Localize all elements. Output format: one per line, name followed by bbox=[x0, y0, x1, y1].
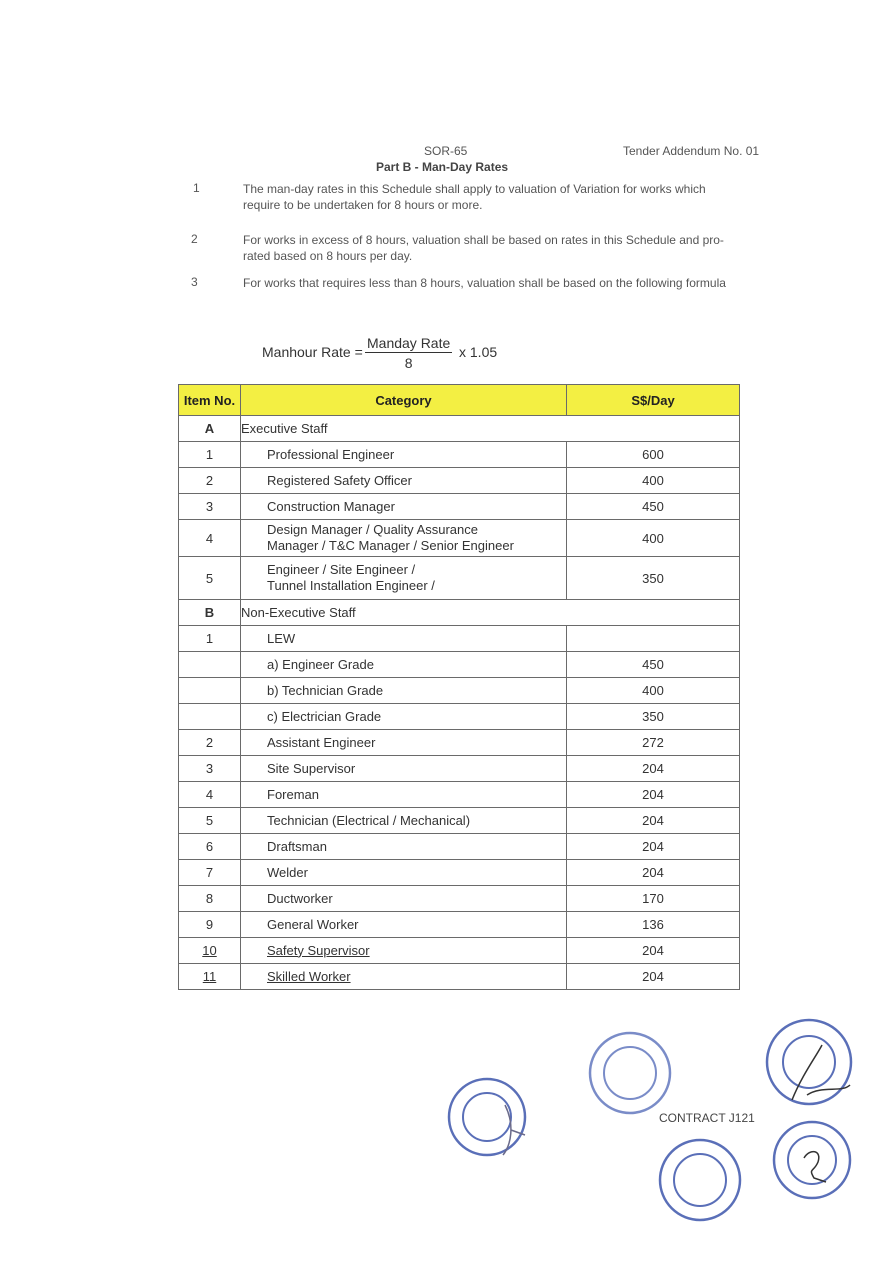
bnl-engineering-seal bbox=[445, 1075, 535, 1165]
item-no: 9 bbox=[179, 912, 241, 938]
category-cell: Assistant Engineer bbox=[241, 730, 567, 756]
item-no: 5 bbox=[179, 808, 241, 834]
rate-cell bbox=[567, 626, 740, 652]
rate-cell: 204 bbox=[567, 860, 740, 886]
rate-cell: 204 bbox=[567, 964, 740, 990]
item-no: 7 bbox=[179, 860, 241, 886]
table-header-row bbox=[179, 385, 740, 416]
rate-cell: 400 bbox=[567, 468, 740, 494]
rate-cell: 204 bbox=[567, 834, 740, 860]
item-no bbox=[179, 704, 241, 730]
section-row bbox=[179, 416, 740, 442]
item-no: 2 bbox=[179, 730, 241, 756]
formula-denominator: 8 bbox=[404, 355, 413, 371]
table-row bbox=[179, 756, 740, 782]
clause-text: For works in excess of 8 hours, valuation shall be based on rates in this Schedule and pro-rated based on 8 hours per day. bbox=[243, 233, 724, 263]
section-row bbox=[179, 600, 740, 626]
section-title: Executive Staff bbox=[241, 416, 740, 442]
formula-numerator: Manday Rate bbox=[367, 335, 451, 351]
category-cell: Registered Safety Officer bbox=[241, 468, 567, 494]
category-cell: Safety Supervisor bbox=[241, 938, 567, 964]
item-no: 3 bbox=[179, 756, 241, 782]
lotte-construction-seal bbox=[770, 1118, 855, 1203]
rate-cell: 204 bbox=[567, 756, 740, 782]
rate-cell: 170 bbox=[567, 886, 740, 912]
table-row bbox=[179, 494, 740, 520]
item-no: 6 bbox=[179, 834, 241, 860]
table-row bbox=[179, 704, 740, 730]
item-no: 10 bbox=[179, 938, 241, 964]
section-letter: A bbox=[179, 416, 241, 442]
rate-cell: 204 bbox=[567, 938, 740, 964]
item-no bbox=[179, 652, 241, 678]
table-row bbox=[179, 964, 740, 990]
category-cell: Foreman bbox=[241, 782, 567, 808]
lotte-construction-seal bbox=[655, 1135, 745, 1225]
rate-cell: 272 bbox=[567, 730, 740, 756]
category-cell: c) Electrician Grade bbox=[241, 704, 567, 730]
category-cell: Design Manager / Quality Assurance Manager / T&C Manager / Senior Engineer bbox=[241, 520, 567, 557]
table-row bbox=[179, 626, 740, 652]
bnl-engineering-seal bbox=[585, 1028, 675, 1118]
rate-cell: 400 bbox=[567, 520, 740, 557]
table-row bbox=[179, 834, 740, 860]
contract-label: CONTRACT J121 bbox=[659, 1111, 755, 1125]
addendum-label: Tender Addendum No. 01 bbox=[623, 144, 760, 158]
section-letter: B bbox=[179, 600, 241, 626]
page-title: Part B - Man-Day Rates bbox=[376, 160, 509, 174]
rate-cell: 600 bbox=[567, 442, 740, 468]
table-row bbox=[179, 520, 740, 557]
table-row bbox=[179, 557, 740, 600]
header-item-no: Item No. bbox=[179, 385, 241, 416]
table-row bbox=[179, 912, 740, 938]
item-no: 5 bbox=[179, 557, 241, 600]
item-no: 11 bbox=[179, 964, 241, 990]
item-no: 1 bbox=[179, 626, 241, 652]
item-no: 4 bbox=[179, 520, 241, 557]
category-cell: General Worker bbox=[241, 912, 567, 938]
item-no bbox=[179, 678, 241, 704]
formula-multiplier: x 1.05 bbox=[459, 344, 498, 360]
section-title: Non-Executive Staff bbox=[241, 600, 740, 626]
rate-cell: 204 bbox=[567, 808, 740, 834]
formula-lhs: Manhour Rate = bbox=[262, 344, 363, 360]
bnl-engineering-seal bbox=[762, 1015, 857, 1110]
clause-number: 2 bbox=[191, 232, 198, 246]
clause-number: 3 bbox=[191, 275, 198, 289]
table-row bbox=[179, 652, 740, 678]
rate-cell: 350 bbox=[567, 557, 740, 600]
clause-number: 1 bbox=[193, 181, 200, 195]
formula-fraction bbox=[365, 335, 452, 371]
category-cell: Technician (Electrical / Mechanical) bbox=[241, 808, 567, 834]
category-cell: a) Engineer Grade bbox=[241, 652, 567, 678]
header-rate: S$/Day bbox=[567, 385, 740, 416]
table-row bbox=[179, 678, 740, 704]
rate-cell: 450 bbox=[567, 494, 740, 520]
item-no: 2 bbox=[179, 468, 241, 494]
document-code: SOR-65 bbox=[424, 144, 468, 158]
man-day-rates-table bbox=[178, 384, 740, 990]
category-cell: Construction Manager bbox=[241, 494, 567, 520]
table-row bbox=[179, 860, 740, 886]
rate-cell: 204 bbox=[567, 782, 740, 808]
rate-cell: 450 bbox=[567, 652, 740, 678]
category-cell: Engineer / Site Engineer / Tunnel Installation Engineer / bbox=[241, 557, 567, 600]
category-cell: Welder bbox=[241, 860, 567, 886]
item-no: 3 bbox=[179, 494, 241, 520]
item-no: 1 bbox=[179, 442, 241, 468]
table-row bbox=[179, 886, 740, 912]
category-cell: b) Technician Grade bbox=[241, 678, 567, 704]
category-cell: Site Supervisor bbox=[241, 756, 567, 782]
category-cell: LEW bbox=[241, 626, 567, 652]
item-no: 8 bbox=[179, 886, 241, 912]
item-no: 4 bbox=[179, 782, 241, 808]
table-row bbox=[179, 442, 740, 468]
table-row bbox=[179, 808, 740, 834]
table-row bbox=[179, 730, 740, 756]
rate-cell: 136 bbox=[567, 912, 740, 938]
table-row bbox=[179, 468, 740, 494]
category-cell: Draftsman bbox=[241, 834, 567, 860]
rate-cell: 400 bbox=[567, 678, 740, 704]
clause-text: For works that requires less than 8 hours, valuation shall be based on the following formula bbox=[243, 276, 726, 290]
header-category: Category bbox=[241, 385, 567, 416]
category-cell: Ductworker bbox=[241, 886, 567, 912]
clause-text: The man-day rates in this Schedule shall apply to valuation of Variation for works which require to be undertaken for 8 hours or more. bbox=[243, 182, 706, 212]
table-row bbox=[179, 938, 740, 964]
rate-cell: 350 bbox=[567, 704, 740, 730]
table-row bbox=[179, 782, 740, 808]
category-cell: Professional Engineer bbox=[241, 442, 567, 468]
category-cell: Skilled Worker bbox=[241, 964, 567, 990]
